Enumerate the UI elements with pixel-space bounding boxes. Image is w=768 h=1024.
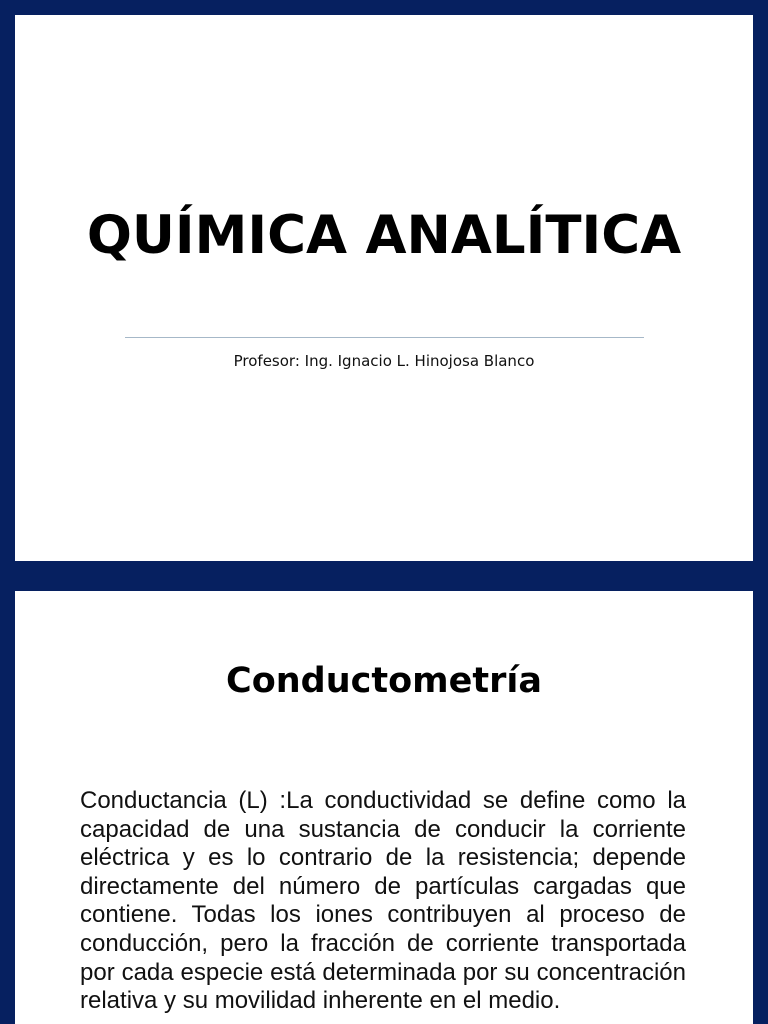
slide-body-text: Conductancia (L) :La conductividad se define como la capacidad de una sustancia de conducir la corriente eléctrica y es lo contrario de la resistencia; depende directamente del número de partículas cargadas que contiene. Todas los iones contribuyen al proceso de conducción, pero la fracción de corriente transportada por cada especie está determinada por su concentración relativa y su movilidad inherente en el medio. <box>80 787 686 1015</box>
slide-heading: Conductometría <box>226 661 542 701</box>
content-slide <box>15 591 753 1024</box>
title-slide <box>15 15 753 561</box>
slide-subtitle: Profesor: Ing. Ignacio L. Hinojosa Blanco <box>233 352 535 370</box>
slide-title: QUÍMICA ANALÍTICA <box>86 205 682 266</box>
title-divider <box>125 337 644 338</box>
